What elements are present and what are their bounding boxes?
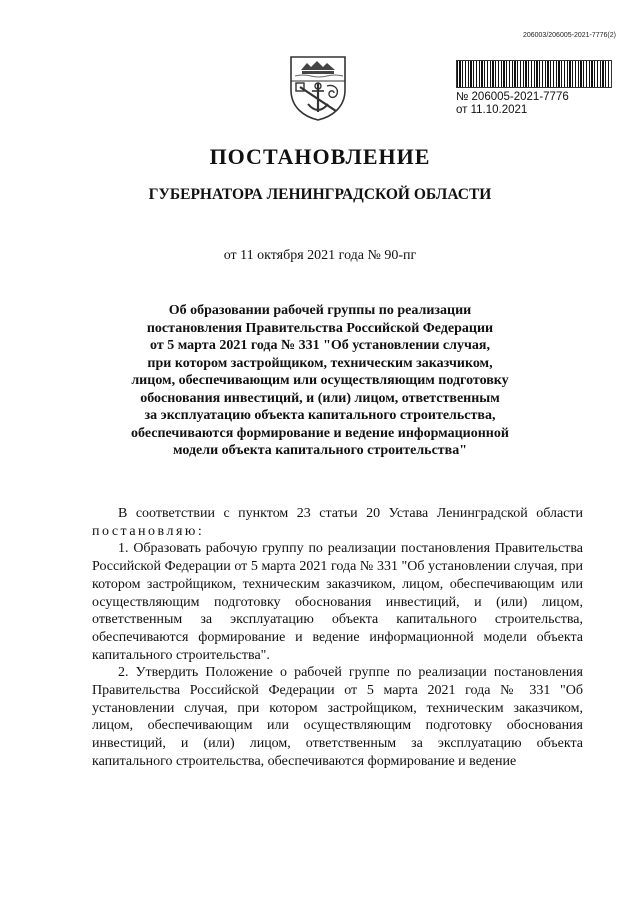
intro-paragraph	[92, 505, 583, 540]
item-2-paragraph: 2. Утвердить Положение о рабочей группе по реализации постановления Правительства Российской Федерации от 5 марта 2021 года № 331 "Об установлении случая, при котором застройщиком, техническим заказчиком, лицом, обеспечивающим или осуществляющим подготовку обоснования инвестиций, и (или) лицом, ответственным за эксплуатацию объекта капитального строительства, обеспечиваются формирование и ведение	[92, 665, 583, 769]
heading-line: модели объекта капитального строительства"	[173, 443, 467, 458]
document-heading	[120, 302, 520, 460]
document-subtitle: ГУБЕРНАТОРА ЛЕНИНГРАДСКОЙ ОБЛАСТИ	[148, 186, 492, 203]
barcode-icon	[456, 60, 612, 88]
document-date-number: от 11 октября 2021 года № 90-пг	[223, 248, 417, 263]
heading-line: лицом, обеспечивающим или осуществляющим подготовку	[131, 373, 509, 388]
heading-line: за эксплуатацию объекта капитального строительства,	[144, 408, 496, 423]
item-1-paragraph: 1. Образовать рабочую группу по реализации постановления Правительства Российской Федерации от 5 марта 2021 года № 331 "Об установлении случая, при котором застройщиком, техническим заказчиком, лицом, обеспечивающим или осуществляющим подготовку обоснования инвестиций, и (или) лицом, ответственным за эксплуатацию объекта капитального строительства, обеспечиваются формирование и ведение информационной модели объекта капитального строительства".	[92, 541, 583, 663]
heading-line: обеспечиваются формирование и ведение информационной	[131, 425, 509, 441]
document-title: ПОСТАНОВЛЕНИЕ	[209, 144, 431, 169]
registration-block	[456, 60, 612, 117]
registration-number: № 206005-2021-7776	[456, 91, 569, 103]
document-body	[92, 505, 583, 771]
coat-of-arms-icon	[287, 54, 349, 122]
heading-line: постановления Правительства Российской Федерации	[146, 320, 494, 336]
intro-verb: постановляю:	[92, 523, 205, 539]
heading-line: Об образовании рабочей группы по реализации	[168, 303, 472, 318]
heading-line: обоснования инвестиций, и (или) лицом, ответственным	[140, 390, 500, 406]
heading-line: от 5 марта 2021 года № 331 "Об установлении случая,	[150, 338, 490, 353]
document-code: 206003/206005-2021-7776(2)	[522, 32, 616, 39]
registration-date: от 11.10.2021	[456, 104, 528, 116]
intro-text: В соответствии с пунктом 23 статьи 20 Устава Ленинградской области	[118, 506, 583, 521]
heading-line: при котором застройщиком, техническим заказчиком,	[147, 355, 493, 371]
